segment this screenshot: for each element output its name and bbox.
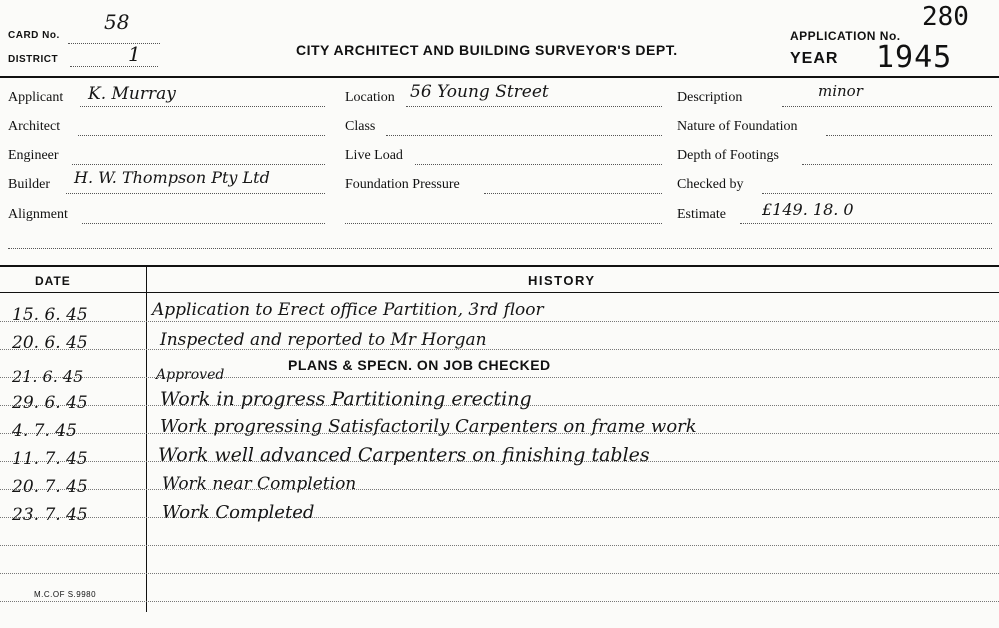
applicant-value: K. Murray xyxy=(88,84,176,104)
form-code: M.C.OF S.9980 xyxy=(34,590,97,599)
application-no-value: 280 xyxy=(922,2,969,32)
entry-text: Work well advanced Carpenters on finishing tables xyxy=(158,444,650,466)
foundation-pressure-label: Foundation Pressure xyxy=(345,177,460,192)
district-value: 1 xyxy=(128,42,141,66)
header-rule xyxy=(0,76,999,78)
date-column-header: DATE xyxy=(35,274,71,288)
history-top-rule xyxy=(0,265,999,267)
location-value: 56 Young Street xyxy=(410,82,549,102)
nature-of-foundation-label: Nature of Foundation xyxy=(677,119,798,134)
builder-label: Builder xyxy=(8,177,50,192)
entry-text: Inspected and reported to Mr Horgan xyxy=(160,330,487,350)
entry-date: 15. 6. 45 xyxy=(12,305,88,325)
estimate-label: Estimate xyxy=(677,207,726,222)
checked-by-label: Checked by xyxy=(677,177,744,192)
entry-date: 11. 7. 45 xyxy=(12,449,88,469)
dept-title: CITY ARCHITECT AND BUILDING SURVEYOR'S DEPT. xyxy=(296,42,678,58)
entry-text: Work near Completion xyxy=(162,474,357,494)
description-value: minor xyxy=(818,82,863,100)
applicant-label: Applicant xyxy=(8,90,64,105)
architect-label: Architect xyxy=(8,119,61,134)
entry-text: Application to Erect office Partition, 3rd floor xyxy=(152,300,544,320)
alignment-label: Alignment xyxy=(8,207,68,222)
year-value: 1945 xyxy=(876,40,953,75)
location-label: Location xyxy=(345,90,395,105)
year-label: YEAR xyxy=(790,50,839,67)
builder-value: H. W. Thompson Pty Ltd xyxy=(74,168,270,187)
card-no-label: CARD No. xyxy=(8,30,60,41)
history-column-header: HISTORY xyxy=(528,273,596,288)
entry-date: 23. 7. 45 xyxy=(12,505,88,525)
depth-of-footings-label: Depth of Footings xyxy=(677,148,779,163)
entry-text: Work in progress Partitioning erecting xyxy=(160,388,532,410)
date-column-divider xyxy=(146,267,147,612)
engineer-label: Engineer xyxy=(8,148,59,163)
card-no-value: 58 xyxy=(104,10,130,34)
history-header-rule xyxy=(0,292,999,293)
entry-text: Work progressing Satisfactorily Carpenters on frame work xyxy=(160,416,697,437)
application-no-label: APPLICATION No. xyxy=(790,29,901,43)
entry-text: Approved xyxy=(156,367,225,383)
entry-date: 21. 6. 45 xyxy=(12,367,84,386)
entry-date: 29. 6. 45 xyxy=(12,393,88,413)
entry-text: Work Completed xyxy=(162,502,315,523)
estimate-value: £149. 18. 0 xyxy=(762,200,854,219)
entry-date: 20. 6. 45 xyxy=(12,333,88,353)
entry-date: 20. 7. 45 xyxy=(12,477,88,497)
class-label: Class xyxy=(345,119,376,134)
live-load-label: Live Load xyxy=(345,148,403,163)
description-label: Description xyxy=(677,90,743,105)
plans-checked-stamp: PLANS & SPECN. ON JOB CHECKED xyxy=(288,357,551,373)
entry-date: 4. 7. 45 xyxy=(12,421,77,441)
district-label: DISTRICT xyxy=(8,54,59,65)
